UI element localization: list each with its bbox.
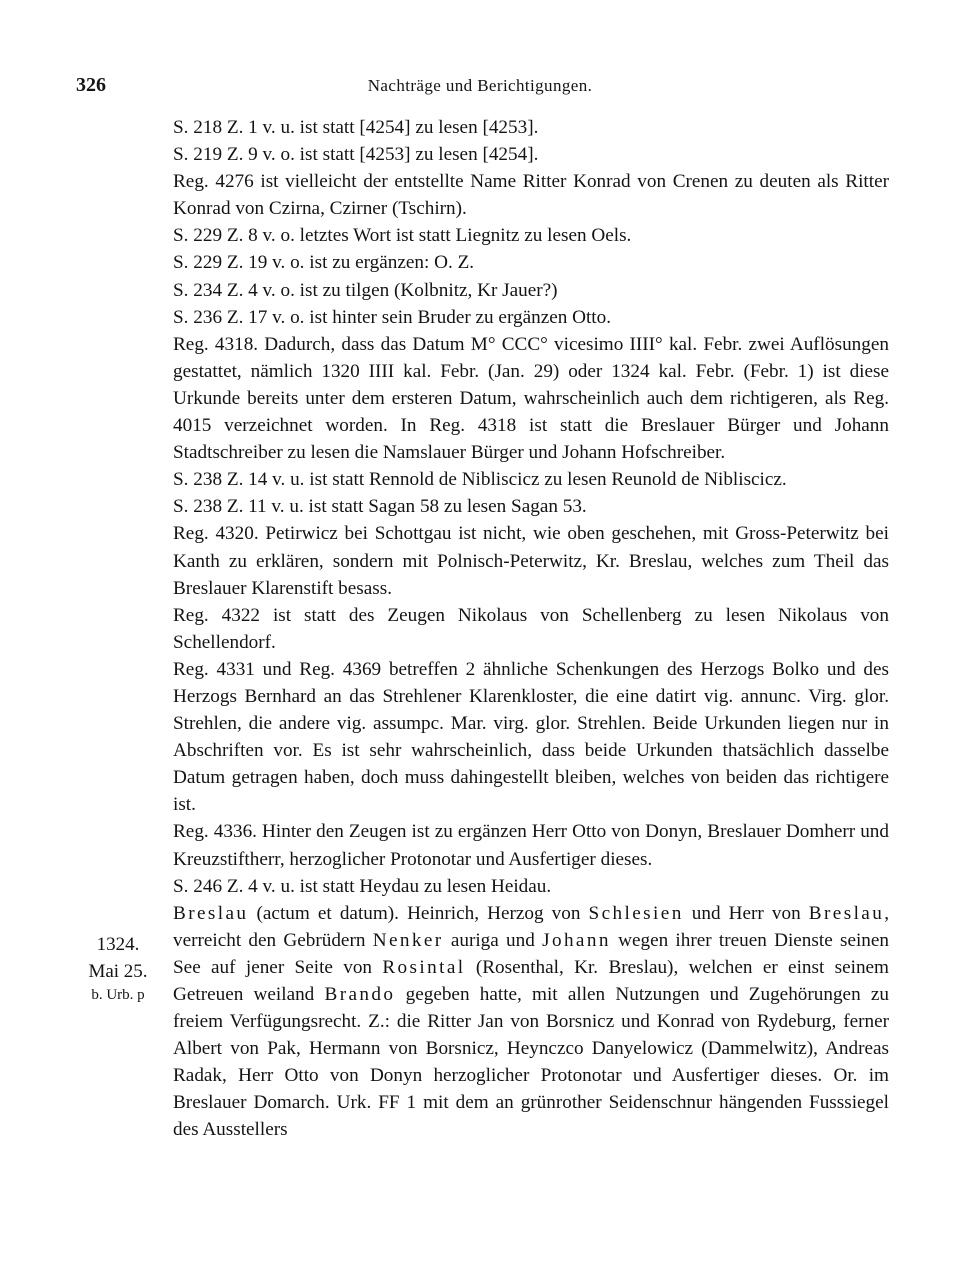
correction-entry: S. 229 Z. 19 v. o. ist zu ergänzen: O. Z. (173, 252, 475, 274)
correction-entry: S. 238 Z. 14 v. u. ist statt Rennold de Nibliscicz zu lesen Reunold de Nibliscicz. (173, 469, 787, 491)
correction-entry: Reg. 4336. Hinter den Zeugen ist zu ergänzen Herr Otto von Donyn, Breslauer Domherr und Kreuzstiftherr, herzoglicher Protonotar und Ausfertiger dieses. (173, 821, 889, 870)
record-text: auriga und (443, 929, 543, 951)
record-text: gegeben hatte, mit allen Nutzungen und Zugehörungen zu freiem Verfügungsrecht. Z.: die Ritter Jan von Borsnicz und Konrad von Rydeburg, ferner Albert von Pak, Hermann von Borsnicz, Heynczco Danyelowicz (Dammelwitz), Andreas Radak, Herr Otto von Donyn herzoglicher Protonotar und Ausfertiger dieses. Or. im Breslauer Domarch. Urk. FF 1 mit dem an grünrother Seidenschnur hängenden Fusssiegel des Ausstellers (173, 984, 889, 1141)
spaced-name: Schlesien (588, 902, 684, 924)
record-date: Mai 25. (88, 961, 148, 982)
correction-entry: Reg. 4322 ist statt des Zeugen Nikolaus von Schellenberg zu lesen Nikolaus von Schellendorf. (173, 604, 889, 653)
record-text: (actum et datum). Heinrich, Herzog von (248, 902, 589, 924)
spaced-name: Breslau (173, 902, 249, 924)
spaced-name: Nenker (372, 929, 444, 951)
record-entry (173, 900, 889, 1144)
correction-entry: Reg. 4331 und Reg. 4369 betreffen 2 ähnliche Schenkungen des Herzogs Bolko und des Herzogs Bernhard an das Strehlener Klarenkloster, die eine datirt vig. annunc. Virg. glor. Strehlen, die andere vig. assumpc. Mar. virg. glor. Strehlen. Beide Urkunden liegen nur in Abschriften vor. Es ist sehr wahrscheinlich, dass beide Urkunden thatsächlich dasselbe Datum getragen haben, doch muss dahingestellt bleiben, welches von beiden das richtigere ist. (173, 658, 889, 816)
correction-entry: S. 229 Z. 8 v. o. letztes Wort ist statt Liegnitz zu lesen Oels. (173, 225, 632, 247)
correction-entry: S. 246 Z. 4 v. u. ist statt Heydau zu lesen Heidau. (173, 875, 552, 897)
spaced-name: Rosintal (382, 956, 466, 978)
record-text: und Herr von (683, 902, 809, 924)
record-text: wegen ihrer treuen Dienste seinen See auf jener Seite von (173, 929, 889, 978)
correction-entry: Reg. 4320. Petirwicz bei Schottgau ist nicht, wie oben geschehen, mit Gross-Peterwitz bei Kanth zu erklären, sondern mit Polnisch-Peterwitz, Kr. Breslau, welches zum Theil das Breslauer Klarenstift besass. (173, 523, 889, 599)
record-text: (Rosenthal, Kr. Breslau), welchen er einst seinem Getreuen weiland (173, 956, 889, 1005)
spaced-name: Breslau (808, 902, 885, 924)
running-head: Nachträge und Berichtigungen. (367, 76, 593, 95)
correction-entry: Reg. 4318. Dadurch, dass das Datum M° CCC° vicesimo IIII° kal. Febr. zwei Auflösungen gestattet, nämlich 1320 IIII kal. Febr. (Jan. 29) oder 1324 kal. Febr. (Febr. 1) ist diese Urkunde bereits unter dem ersteren Datum, wahrscheinlich auch dem richtigeren, als Reg. 4015 verzeichnet worden. In Reg. 4318 ist statt die Breslauer Bürger und Johann Stadtschreiber zu lesen die Namslauer Bürger und Johann Hofschreiber. (173, 333, 889, 464)
correction-entry: S. 234 Z. 4 v. o. ist zu tilgen (Kolbnitz, Kr Jauer?) (173, 279, 558, 301)
spaced-name: Johann (542, 929, 611, 951)
record-source-note: b. Urb. p (91, 987, 145, 1003)
spaced-name: Brando (324, 984, 396, 1005)
correction-entry: S. 236 Z. 17 v. o. ist hinter sein Bruder zu ergänzen Otto. (173, 306, 612, 328)
record-margin-note (80, 931, 156, 1005)
record-year: 1324. (96, 934, 140, 955)
page-number: 326 (76, 74, 106, 96)
correction-entry: Reg. 4276 ist vielleicht der entstellte Name Ritter Konrad von Crenen zu deuten als Ritter Konrad von Czirna, Czirner (Tschirn). (173, 171, 889, 220)
corrections-list (173, 114, 889, 1144)
correction-entry: S. 218 Z. 1 v. u. ist statt [4254] zu lesen [4253]. (173, 117, 539, 138)
record-text: , verreicht den Gebrüdern (173, 902, 890, 951)
correction-entry: S. 219 Z. 9 v. o. ist statt [4253] zu lesen [4254]. (173, 144, 539, 166)
correction-entry: S. 238 Z. 11 v. u. ist statt Sagan 58 zu lesen Sagan 53. (173, 496, 587, 518)
